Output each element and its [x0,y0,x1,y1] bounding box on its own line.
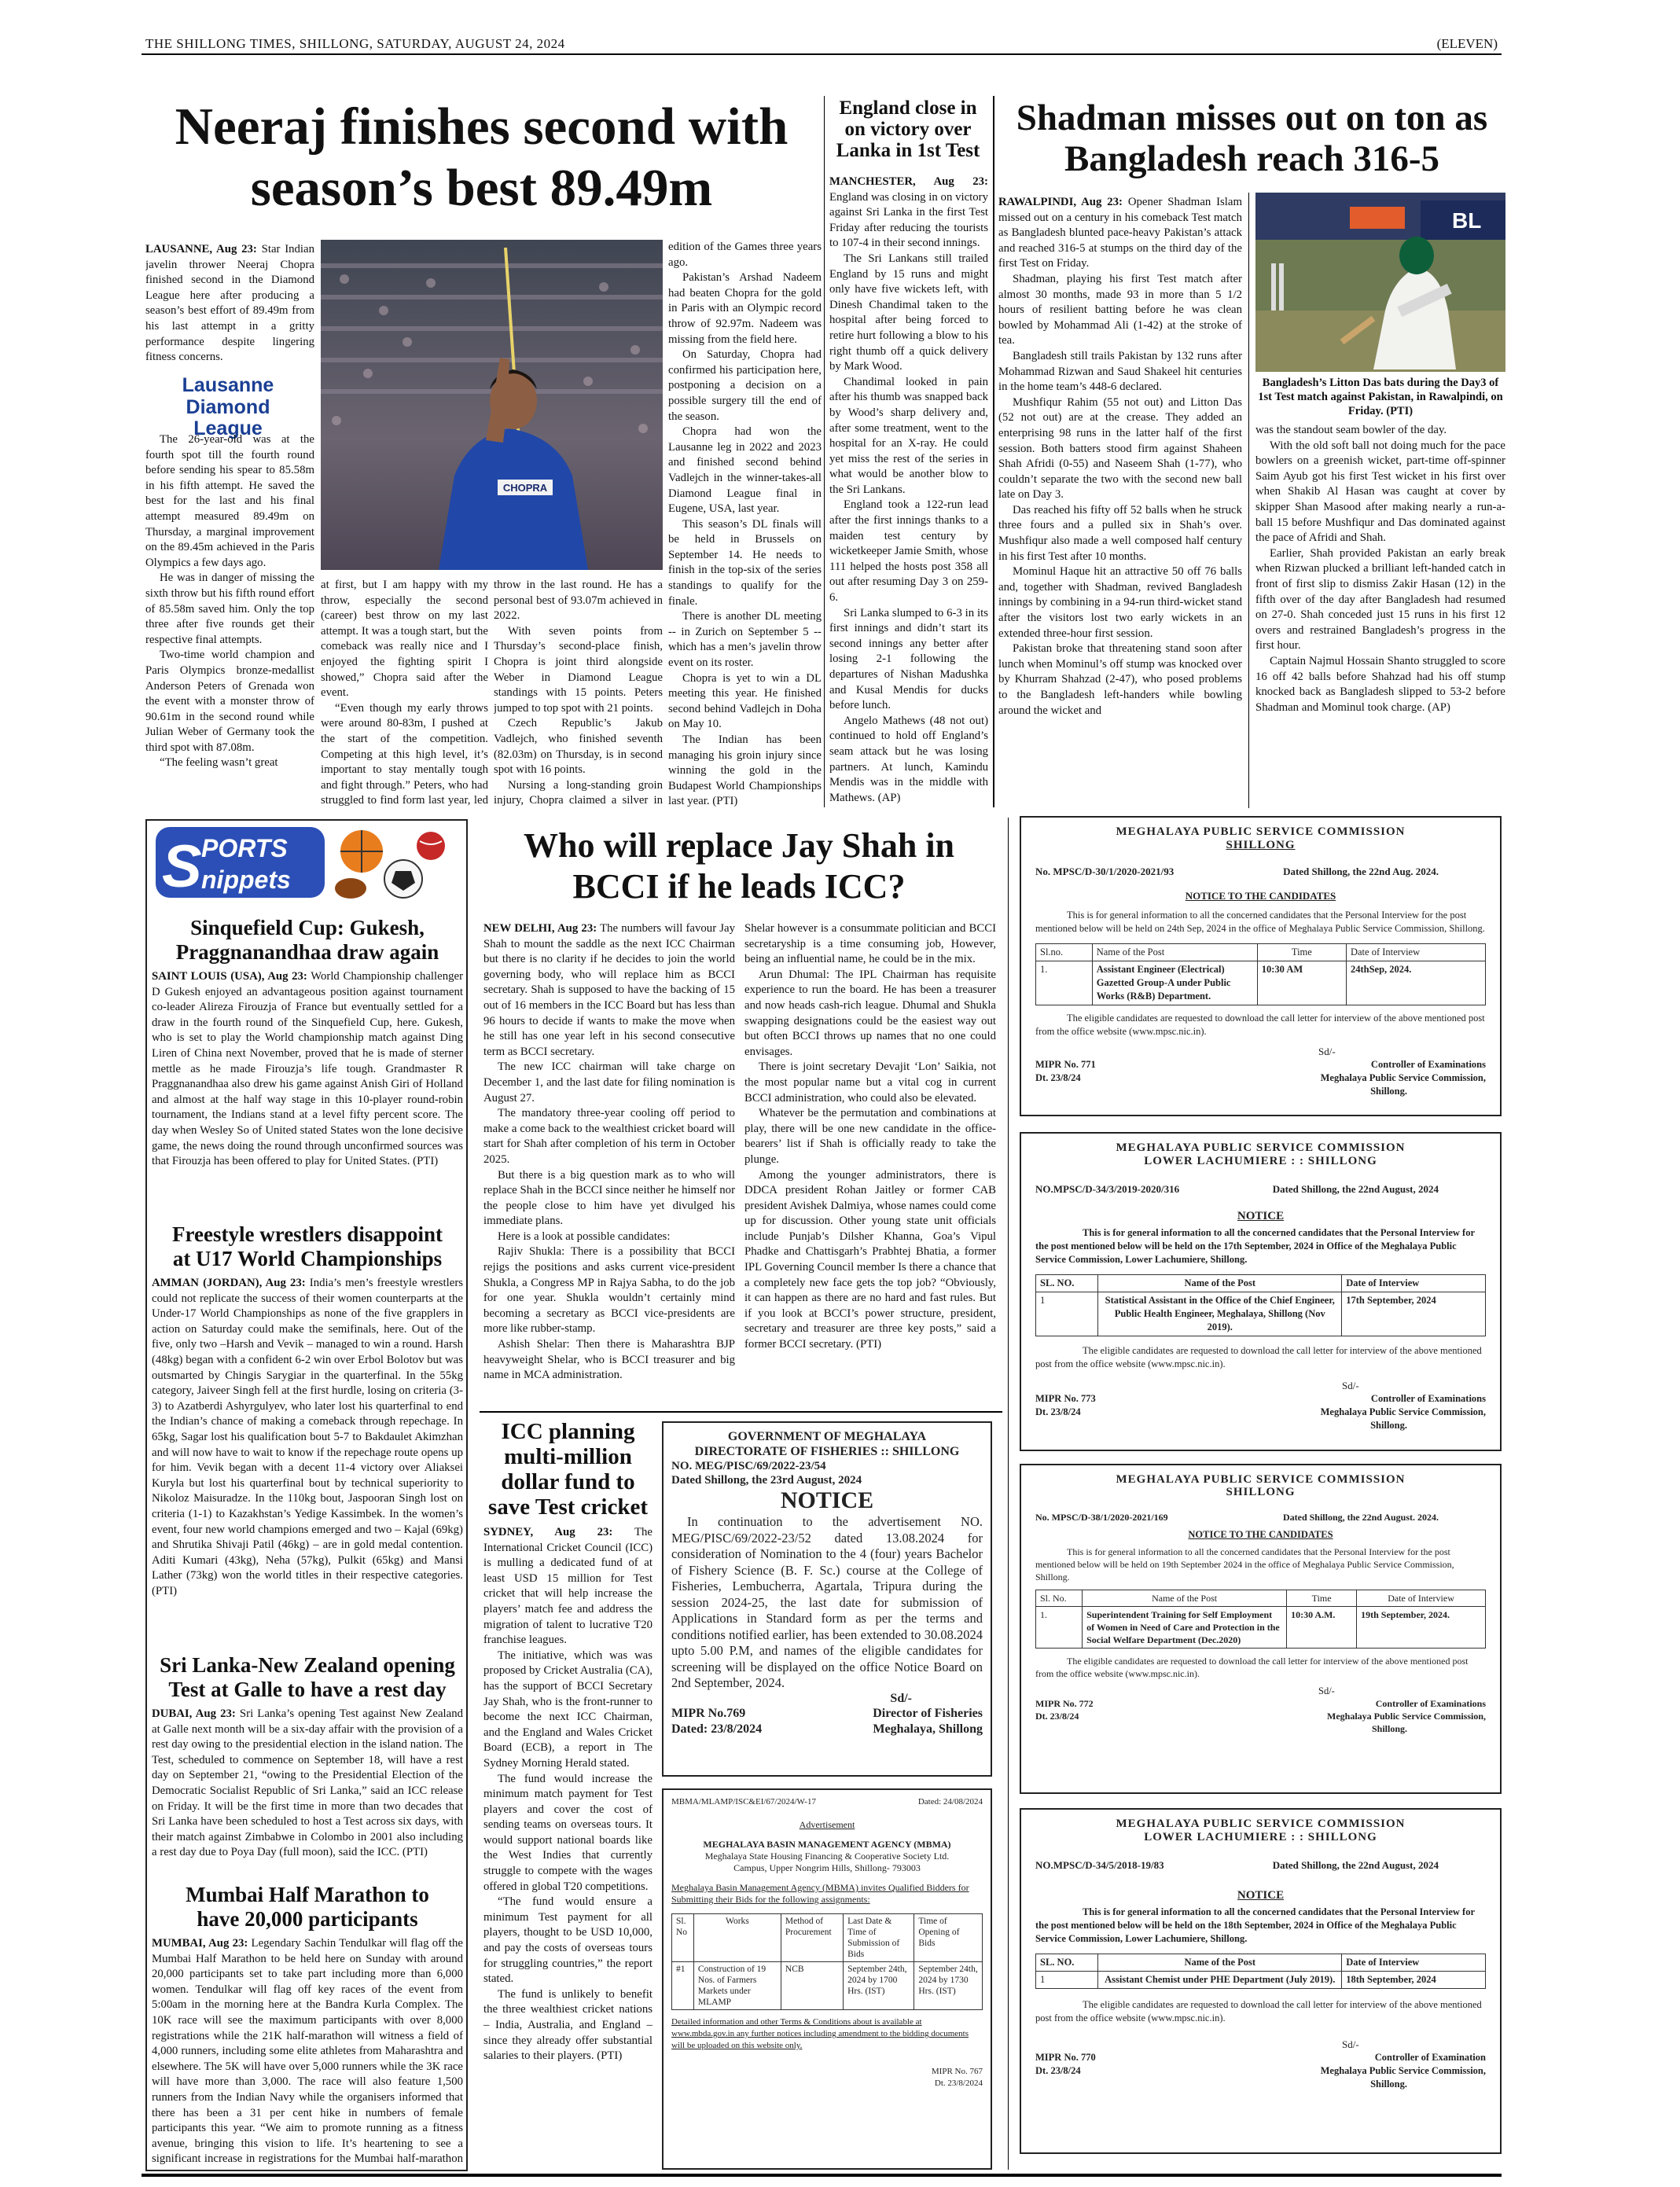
mpsc-notice-4: MEGHALAYA PUBLIC SERVICE COMMISSION LOWER LACHUMIERE : : SHILLONG NO.MPSC/D-34/5/2018-19/83 Dated Shillong, the 22nd August, 2024 NOTICE This is for general information to all the concerned candidates that the Personal Interview for the post mentioned below will be held on the 18th September, 2024 in Office of the Meghalaya Public Service Commission, Lower Lachumiere, Shillong. SL. NO. Name of the Post Date of Interview 1 Assistant Chemist under PHE Department (July 2019). 18th September, 2024 The eligible candidates are requested to download the call letter for interview of the above mentioned post from the office website (www.mpsc.nic.in). Sd/- MIPR No. 770 Controller of Examination Dt. 23/8/24 Meghalaya Public Service Commission, Shillong. [1020,1808,1502,2154]
neeraj-photo [321,240,663,570]
column-rule [1248,193,1249,808]
snippet-item [152,1222,463,1647]
svg-text:PORTS: PORTS [201,834,288,862]
svg-text:S: S [162,833,202,900]
england-body: MANCHESTER, Aug 23: England was closing in on victory against Sri Lanka in the first Test Friday after reducing the tourists to 107-4 in their second innings. The Sri Lankans still trailed England by 15 runs and might only have five wickets left, with Dinesh Chandimal taken to the hospital after being forced to retire hurt following a blow to his right thumb off a quick delivery by Mark Wood. Chandimal looked in pain after his thumb was snapped back by Wood’s sharp delivery and, after some treatment, went to the hospital for an X-ray. He could yet miss the rest of the series in what would be another blow to the Sri Lankans. England took a 122-run lead after the first innings thanks to a maiden test century by wicketkeeper Jamie Smith, whose 111 helped the hosts post 358 all out after resuming Day 3 on 259-6. Sri Lanka slumped to 6-3 in its first innings and didn’t start its second innings any better after losing 2-1 following the departures of Nishan Madushka and Kusal Mendis for ducks before lunch. Angelo Mathews (48 not out) continued to hold off England’s seam attack but he was losing partners. At lunch, Kamindu Mendis was in the middle with Mathews. (AP) [829,175,988,804]
shadman-photo [1255,193,1505,372]
page-number: (ELEVEN) [1436,36,1498,51]
fisheries-notice: GOVERNMENT OF MEGHALAYA DIRECTORATE OF FISHERIES :: SHILLONG NO. MEG/PISC/69/2022-23/54 Dated Shillong, the 23rd August, 2024 NOTICE In continuation to the advertisement NO. MEG/PISC/69/2022-23/52 dated 13.08.2024 for consideration of Nomination to the 4 (four) years Bachelor of Fishery Science (B. F. Sc.) course at the College of Fisheries, Lembucherra, Agartala, Tripura during the session 2024-25, the last date for submission of Applications in Standard form as per the terms and conditions notified earlier, has been extended to 30.08.2024 upto 5.00 P.M, and names of the eligible candidates for screening will be displayed on the office Notice Board on 2nd September, 2024. Sd/- MIPR No.769 Director of Fisheries Dated: 23/8/2024 Meghalaya, Shillong [662,1421,992,1777]
snippet-item [152,1883,463,2169]
england-headline: England close in on victory over Lanka in 1st Test [836,97,980,161]
icc-headline: ICC planning multi-million dollar fund to save Test cricket [488,1419,648,1520]
bcci-headline: Who will replace Jay Shah in BCCI if he leads ICC? [523,826,955,906]
svg-text:nippets: nippets [201,866,291,894]
column-rule [1008,818,1009,2170]
shadman-col1: RAWALPINDI, Aug 23: Opener Shadman Islam missed out on a century in his comeback Test match as Bangladesh blunted pace-heavy Pakistan’s attack and reached 316-5 at stumps on the third day of the first Test on Friday. Shadman, playing his first Test match after almost 30 months, made 93 in more than 5 1/2 hours of resilient batting before he was clean bowled by Mohammad Ali (1-42) at the stroke of tea. Bangladesh still trails Pakistan by 132 runs after Mohammad Rizwan and Saud Shakeel hit centuries in the home team’s 448-6 declared. Mushfiqur Rahim (55 not out) and Litton Das (52 not out) are at the crease. They added an enterprising 98 runs in the latter half of the first session. Both batters stood firm against Shaheen Shah Afridi (0-55) and Naseem Shah (1-77), who couldn’t separate the two with the second new ball late on Day 3. Das reached his fifty off 52 balls when he struck three fours and a pulled six in Shah’s over. Mushfiqur also made a well composed half century in his first Test after 10 months. Mominul Haque hit an attractive 50 off 76 balls and, together with Shadman, revived Bangladesh innings by combining in a 94-run third-wicket stand after the visitors lost two early wickets in an extended three-hour first session. Pakistan broke that threatening stand soon after lunch when Mominul’s off stump was knocked over by Khurram Shahzad (2-47), who posed problems to the Bangladesh left-handers while bowling around the wicket and [998,196,1242,717]
bcci-col2: Shelar however is a consummate politician and BCCI secretaryship is a time consuming job, However, being an influential name, he could be in the mix. Arun Dhumal: The IPL Chairman has requisite experience to run the board. He has been a treasurer and now heads cash-rich league. Dhumal and Shukla swapping designations could be the easiest way out but often BCCI throws up names that no one could envisages. There is joint secretary Devajit ‘Lon’ Saikia, not the most popular name but a vital cog in current BCCI administration, who could also be elevated. Whatever be the permutation and combinations at play, there will be one new candidate in the office-bearers’ list if Shah is officially ready to take the plunge. Among the younger administrators, there is DDCA president Rohan Jaitley or former CAB president Avishek Dalmiya, whose names could come up for discussion. Other young state unit officials include Punjab’s Dilsher Khanna, Goa’s Vipul Phadke and Chattisgarh’s Prabhtej Bhatia, a former IPL Governing Council member Is there a chance that a completely new face gets the top job? “Obviously, it can happen as there are no hard and fast rules. But if you look at BCCI’s power structure, president, secretary and treasurer are three key posts,” said a former BCCI secretary. (PTI) [744,922,996,1351]
neeraj-col2: at first, but I am happy with my throw, especially the second (career) best throw on my last attempt. It was a tough start, but the comeback was really nice and I enjoyed the fighting spirit I showed,” Chopra said after the event. “Even though my early throws were around 80-83m, I pushed at the start of the competition. Competing at this high level, it’s important to stay mentally tough and fight through.” Peters, who had struggled to find form last year, led [321,579,488,807]
sports-snippets-logo [156,824,454,904]
snippet-body: DUBAI, Aug 23: Sri Lanka’s opening Test against New Zealand at Galle next month will be a six-day affair with the provision of a rest day owing to the presidential election in the island nation. The Test, scheduled to commence on September 18, will have a rest day on September 21, “owing to the Presidential Election of the Democratic Socialist Republic of Sri Lanka,” said an ICC release on Friday. It will be the first time in more than two decades that Sri Lanka have been scheduled to host a Test across six days, with their match against Zimbabwe in Colombo in 2001 also including a rest day due to Poya Day (full moon), said the ICC. (PTI) [152,1707,463,1859]
snippet-item [152,916,463,1216]
bcci-col1: NEW DELHI, Aug 23: The numbers will favour Jay Shah to mount the saddle as the next ICC Chairman but there is no clarity if he decides to join the world governing body, who will replace him as BCCI secretary. Shah is supposed to have the backing of 15 out of 16 members in the ICC Board but has less than 96 hours to decide if wants to make the move when he still has one year left in his second consecutive term as BCCI secretary. The new ICC chairman will take charge on December 1, and the last date for filing nomination is August 27. The mandatory three-year cooling off period to make a come back to the wealthiest cricket board will start for Shah after completion of his term in October 2025. But there is a big question mark as to who will replace Shah in the BCCI since neither he himself nor the people close to him have yet divulged his immediate plans. Here is a look at possible candidates: Rajiv Shukla: There is a possibility that BCCI rejigs the positions and asks current vice-president Shukla, a Congress MP in Rajya Sabha, to do the job for one year. Shukla wouldn’t certainly mind becoming a secretary as BCCI vice-presidents are more like rubber-stamp. Ashish Shelar: Then there is Maharashtra BJP heavyweight Shelar, who is BCCI treasurer and big name in MCA administration. [483,922,735,1382]
header-date: THE SHILLONG TIMES, SHILLONG, SATURDAY, AUGUST 24, 2024 [145,36,565,51]
column-rule [824,96,825,807]
neeraj-col1b: The 26-year-old was at the fourth spot till the fourth round before sending his spear to 85.58m in his fifth attempt. He saved the best for the last and his final attempt measured 89.49m on Thursday, a marginal improvement on the 89.45m achieved in the Paris Olympics a few days ago. He was in danger of missing the sixth throw but his fifth round effort of 85.58m saved him. Only the top three after five rounds get their respective final attempts. Two-time world champion and Paris Olympics bronze-medallist Anderson Peters of Grenada won the event with a monster throw of 90.61m in the second round while Julian Weber of Germany took the third spot with 87.08m. “The feeling wasn’t great [145,433,314,770]
mpsc-notice-2: MEGHALAYA PUBLIC SERVICE COMMISSION LOWER LACHUMIERE : : SHILLONG NO.MPSC/D-34/3/2019-2020/316 Dated Shillong, the 22nd August, 2024 NOTICE This is for general information to all the concerned candidates that the Personal Interview for the post mentioned below will be held on the 17th September, 2024 in Office of the Meghalaya Public Service Commission, Lower Lachumiere, Shillong. SL. NO. Name of the Post Date of Interview 1 Statistical Assistant in the Office of the Chief Engineer, Public Health Engineer, Meghalaya, Shillong (Nov 2019). 17th September, 2024 The eligible candidates are requested to download the call letter for interview of the above mentioned post from the office website (www.mpsc.nic.in). Sd/- MIPR No. 773 Controller of Examinations Dt. 23/8/24 Meghalaya Public Service Commission, Shillong. [1020,1132,1502,1451]
page-header [142,31,1502,55]
mbma-bid-table: Sl. No Works Method of Procurement Last Date & Time of Submission of Bids Time of Opening of Bids #1 Construction of 19 Nos. of Farmers Markets under MLAMP NCB September 24th, 2024 by 1700 Hrs. (IST) September 24th, 2024 by 1730 Hrs. (IST) [671,1913,983,2010]
snippets-list [152,916,463,2166]
icc-body: SYDNEY, Aug 23: The International Cricket Council (ICC) is mulling a dedicated fund of at least USD 15 million for Test cricket that will help increase the players’ match fee and address the migration of talent to lucrative T20 franchise leagues. The initiative, which was was proposed by Cricket Australia (CA), has the support of BCCI Secretary Jay Shah, who is the front-runner to become the next ICC Chairman, and the England and Wales Cricket Board (ECB), a report in The Sydney Morning Herald stated. The fund would increase the minimum match payment for Test players and cover the cost of sending teams on overseas tours. It would support national boards like the West Indies that currently struggle to compete with the wages offered in global T20 competitions. “The fund would ensure a minimum Test payment for all players, thought to be USD 10,000, and pay the costs of overseas tours for struggling countries,” the report stated. The fund is unlikely to benefit the three wealthiest cricket nations – India, Australia, and England – since they already offer substantial salaries to their players. (PTI) [483,1526,653,2063]
svg-text:BL: BL [1452,208,1482,233]
snippet-body: SAINT LOUIS (USA), Aug 23: World Championship challenger D Gukesh enjoyed an advantageous position against tournament co-leader Alireza Firouzja of France but eventually settled for a draw in the fourth round of the Sinquefield Cup, here. Gukesh, who is set to play the World championship match against Ding Liren of China next November, proved that he is made of sterner mettle as he made Firouzja’s life tough. Grandmaster R Praggnanandhaa also drew his game against Anish Giri of Holland and almost at the half way stage in this 10-player round-robin tournament, the Indians stand at a level fifty percent score. The day when Wesley So of United stated States won the lone decisive game, the news doing the round through unconfirmed sources was that Firouzja has been offered to play for United States. (PTI) [152,970,463,1168]
snippet-headline: Sinquefield Cup: Gukesh, Praggnanandhaa draw again [175,916,439,964]
neeraj-subhead: Lausanne Diamond League [182,374,274,439]
shadman-col2: was the standout seam bowler of the day. With the old soft ball not doing much for the pace bowlers on a greenish wicket, part-time off-spinner Saim Ayub got his first Test wicket in his first over when Shakib Al Hasan was caught at cover by skipper Shan Masood after making nearly a run-a-ball 15 before Mushfiqur and Das dominated against the pace of Afridi and Shah. Earlier, Shah provided Pakistan an early break when Rizwan plucked a brilliant left-handed catch in front of first slip to dismiss Zakir Hasan (12) in the fifth over of the day after Bangladesh had resumed on 27-0. Shah conceded just 15 runs in his first 12 overs and restrained Bangladesh’s progress in the first hour. Captain Najmul Hossain Shanto struggled to score 16 off 42 balls before Shahzad had his off stump knocked back as Bangladesh slipped to 53-2 before Shadman and Mominul took charge. (AP) [1255,424,1505,714]
mpsc-notice-1: MEGHALAYA PUBLIC SERVICE COMMISSION SHILLONG No. MPSC/D-30/1/2020-2021/93 Dated Shillong, the 22nd Aug. 2024. NOTICE TO THE CANDIDATES This is for general information to all the concerned candidates that the Personal Interview for the post mentioned below will be held on 24th Sep, 2024 in the office of Meghalaya Public Service Commission, Shillong. Sl.no. Name of the Post Time Date of Interview 1. Assistant Engineer (Electrical) Gazetted Group-A under Public Works (R&B) Department. 10:30 AM 24thSep, 2024. The eligible candidates are requested to download the call letter for interview of the above mentioned post from the office website (www.mpsc.nic.in). Sd/- MIPR No. 771 Controller of Examinations Dt. 23/8/24 Meghalaya Public Service Commission, Shillong. [1020,816,1502,1116]
column-rule [993,96,994,807]
notice-title: NOTICE [780,1487,874,1513]
svg-text:CHOPRA: CHOPRA [502,482,548,494]
neeraj-col1a: LAUSANNE, Aug 23: Star Indian javelin thrower Neeraj Chopra finished second in the Diamond League here after producing a season’s best effort of 89.49m from his last attempt in a gritty performance despite lingering fitness concerns. [145,243,314,364]
shadman-caption: Bangladesh’s Litton Das bats during the Day3 of 1st Test match against Pakistan, in Rawalpindi, on Friday. (PTI) [1258,377,1503,417]
snippet-body: AMMAN (JORDAN), Aug 23: India’s men’s freestyle wrestlers could not replicate the success of their women counterparts at the Under-17 World Championships as none of the five grapplers in action on Saturday could make the semifinals, here. Out of the five, only two –Harsh and Vevik – managed to win a round. Harsh (48kg) began with a confident 6-2 win over Erbol Bolotov but was outsmarted by Chingis Sarygiar in the quarterfinal. In the 55kg category, Jaiveer Singh fell at the first hurdle, losing on criteria (3-3) to Azatberdi Ashyrgulyev, who later lost his quarterfinal to end the Indian’s chance of making a comeback through repechage. In 65kg, Sagar lost his qualification bout 5-7 to Bakdaulet Akimzhan and will now have to wait to know if the repechage route opens up for him. Vevik began with a decent 11-4 victory over Aliaksei Kuryla but lost his quarterfinal bout by technical superiority to Nikoloz Maisuradze. In the 110kg bout, Jaspooran Singh lost on criteria (1-1) to Kazakhstan’s Yedige Kassimbek. In the women’s event, four new world champions emerged and two – Kajal (69kg) and Shrutika Shivaji Patil (46kg) – are in gold medal contention. Aditi Kumari (43kg), Neha (57kg), Pulkit (65kg) and Mansi Lather (73kg) won the world titles in their respective categories. (PTI) [152,1277,463,1597]
snippet-headline: Sri Lanka-New Zealand opening Test at Galle to have a rest day [160,1653,455,1701]
section-rule [480,1411,1002,1413]
mbma-advertisement: MBMA/MLAMP/ISC&EI/67/2024/W-17 Dated: 24/08/2024 Advertisement MEGHALAYA BASIN MANAGEMENT AGENCY (MBMA) Meghalaya State Housing Financing & Cooperative Society Ltd. Campus, Upper Nongrim Hills, Shillong- 793003 Meghalaya Basin Management Agency (MBMA) invites Qualified Bidders for Submitting their Bids for the following assignments: Sl. No Works Method of Procurement Last Date & Time of Submission of Bids Time of Opening of Bids #1 Construction of 19 Nos. of Farmers Markets under MLAMP NCB September 24th, 2024 by 1700 Hrs. (IST) September 24th, 2024 by 1730 Hrs. (IST) Detailed information and other Terms & Conditions about is available at www.mbda.gov.in any further notices including amendment to the bidding documents will be uploaded on this website only. MIPR No. 767 Dt. 23/8/2024 [662,1788,992,2170]
mpsc-notice-3: MEGHALAYA PUBLIC SERVICE COMMISSION SHILLONG No. MPSC/D-38/1/2020-2021/169 Dated Shillong, the 22nd August. 2024. NOTICE TO THE CANDIDATES This is for general information to all the concerned candidates that the Personal Interview for the post mentioned below will be held on 19th September 2024 in the office of Meghalaya Public Service Commission, Shillong. Sl. No. Name of the Post Time Date of Interview 1. Superintendent Training for Self Employment of Women in Need of Care and Protection in the Social Welfare Department (Dec.2020) 10:30 A.M. 19th September, 2024. The eligible candidates are requested to download the call letter for interview of the above mentioned post from the office website (www.mpsc.nic.in). Sd/- MIPR No. 772 Controller of Examinations Dt. 23/8/24 Meghalaya Public Service Commission, Shillong. [1020,1464,1502,1794]
footer-rule [142,2174,1502,2177]
snippet-item [152,1653,463,1876]
snippet-headline: Mumbai Half Marathon to have 20,000 participants [186,1883,429,1931]
neeraj-headline: Neeraj finishes second with season’s best 89.49m [175,97,789,217]
neeraj-col4: edition of the Games three years ago. Pakistan’s Arshad Nadeem had beaten Chopra for the gold in Paris with an Olympic record throw of 92.97m. Nadeem was missing from the field here. On Saturday, Chopra had confirmed his participation here, postponing a decision on a possible surgery till the end of the season. Chopra had won the Lausanne leg in 2022 and 2023 and finished second behind Vadlejch in the winner-takes-all Diamond League final in Eugene, USA, last year. This season’s DL finals will be held in Brussels on September 14. He needs to finish in the top-six of the series standings to qualify for the finale. There is another DL meeting -- in Zurich on September 5 -- which has a men’s javelin throw event on its roster. Chopra is yet to win a DL meeting this year. He finished second behind Vadlejch in Doha on May 10. The Indian has been managing his groin injury since winning the gold in the Budapest World Championships last year. (PTI) [668,241,822,807]
snippet-headline: Freestyle wrestlers disappoint at U17 World Championships [172,1222,443,1270]
snippet-body: MUMBAI, Aug 23: Legendary Sachin Tendulkar will flag off the Mumbai Half Marathon to be held here on Sunday with around 20,000 participants set to take part including more than 6,000 women. Tendulkar will flag off key races of the event from 5:00am in the morning here at the Bandra Kurla Complex. The 10K race will see the maximum participants with over 8,000 registrations while the 21K half-marathon will witness a field of 4,000 runners, including some elite athletes from Maharashtra and elsewhere. The 5K will have over 5,000 runners while the 3K race will have more than 3,000. The race will also feature 1,500 runners from the Indian Navy while the organisers informed that there has been a 31 per cent hike in numbers of female participants this year. “We aim to promote running as a fitness avenue, bringing this vision to life. It’s heartening to see a significant increase in registrations for the Mumbai half-marathon [152,1937,463,2166]
shadman-headline: Shadman misses out on ton as Bangladesh reach 316-5 [1016,97,1488,179]
neeraj-col3: throw in the last round. He has a personal best of 93.07m achieved in 2022. With seven points from Thursday’s second-place finish, Chopra is joint third alongside Weber in Diamond League standings with 15 points. Peters jumped to top spot with 21 points. Czech Republic’s Jakub Vadlejch, who finished seventh (82.03m) on Thursday, is in second spot with 16 points. Nursing a long-standing groin injury, Chopra claimed a silver in [494,579,663,807]
